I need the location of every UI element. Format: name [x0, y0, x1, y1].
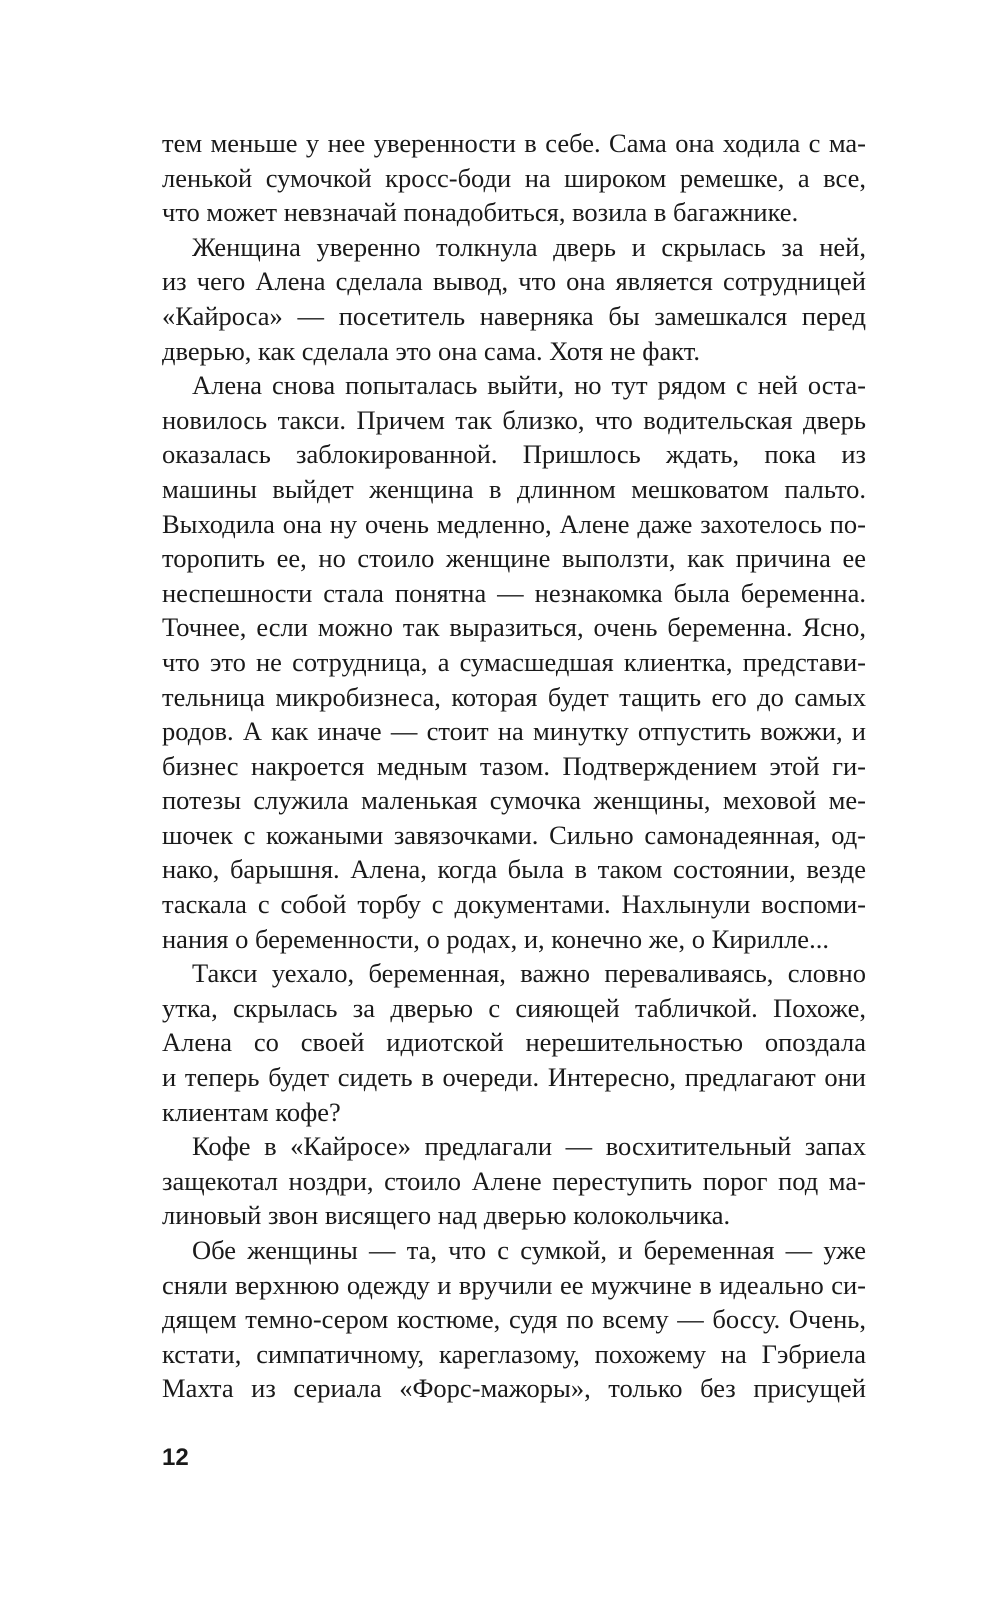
text-line: защекотал ноздри, стоило Алене переступить порог под ма-: [162, 1165, 866, 1196]
text-line: машины выйдет женщина в длинном мешковатом пальто.: [162, 473, 866, 504]
text-line: кстати, симпатичному, кареглазому, похожему на Гэбриела: [162, 1338, 866, 1369]
text-line: нания о беременности, о родах, и, конечно же, о Кирилле...: [162, 923, 829, 954]
text-line: неспешности стала понятна — незнакомка была беременна.: [162, 577, 866, 608]
text-line: Махта из сериала «Форс-мажоры», только без присущей: [162, 1373, 866, 1404]
text-line: утка, скрылась за дверью с сияющей табличкой. Похоже,: [162, 992, 866, 1023]
text-line: Алена со своей идиотской нерешительностью опоздала: [162, 1027, 866, 1058]
text-line: шочек с кожаными завязочками. Сильно самонадеянная, од-: [162, 819, 866, 850]
text-line: новилось такси. Причем так близко, что водительская дверь: [162, 404, 866, 435]
text-line: тельница микробизнеса, которая будет тащить его до самых: [162, 681, 866, 712]
text-line: из чего Алена сделала вывод, что она является сотрудницей: [162, 266, 866, 297]
text-line: Кофе в «Кайросе» предлагали — восхитительный запах: [192, 1131, 866, 1162]
text-line: Выходила она ну очень медленно, Алене даже захотелось по-: [162, 508, 866, 539]
text-line: клиентам кофе?: [162, 1096, 341, 1127]
text-line: сняли верхнюю одежду и вручили ее мужчине в идеально си-: [162, 1269, 866, 1300]
text-line: Обе женщины — та, что с сумкой, и беременная — уже: [192, 1235, 866, 1265]
text-line: Алена снова попыталась выйти, но тут рядом с ней оста-: [192, 370, 866, 401]
text-line: потезы служила маленькая сумочка женщины, меховой ме-: [162, 785, 866, 816]
text-line: тем меньше у нее уверенности в себе. Сама она ходила с ма-: [162, 128, 866, 158]
text-line: торопить ее, но стоило женщине выползти, как причина ее: [162, 543, 866, 574]
text-line: что может невзначай понадобиться, возила в багажнике.: [162, 197, 799, 228]
text-line: Точнее, если можно так выразиться, очень беременна. Ясно,: [162, 612, 866, 643]
text-line: дверью, как сделала это она сама. Хотя не факт.: [162, 335, 700, 366]
text-line: оказалась заблокированной. Пришлось ждать, пока из: [162, 439, 866, 470]
text-line: Женщина уверенно толкнула дверь и скрылась за ней,: [192, 231, 866, 262]
text-line: что это не сотрудница, а сумасшедшая клиентка, представи-: [162, 646, 866, 677]
book-page-text: [162, 126, 866, 1406]
text-line: дящем темно-сером костюме, судя по всему — боссу. Очень,: [162, 1304, 866, 1335]
text-line: ленькой сумочкой кросс-боди на широком ремешке, а все,: [162, 162, 866, 193]
page-number: 12: [162, 1444, 189, 1471]
text-line: таскала с собой торбу с документами. Нахлынули воспоми-: [162, 889, 866, 920]
text-line: и теперь будет сидеть в очереди. Интересно, предлагают они: [162, 1062, 866, 1093]
text-line: родов. А как иначе — стоит на минутку отпустить вожжи, и: [162, 716, 866, 747]
text-line: Такси уехало, беременная, важно переваливаясь, словно: [192, 958, 866, 989]
text-line: «Кайроса» — посетитель наверняка бы замешкался перед: [162, 300, 866, 331]
text-line: бизнес накроется медным тазом. Подтверждением этой ги-: [162, 750, 866, 781]
text-line: линовый звон висящего над дверью колокольчика.: [162, 1200, 731, 1231]
text-line: нако, барышня. Алена, когда была в таком состоянии, везде: [162, 854, 866, 885]
